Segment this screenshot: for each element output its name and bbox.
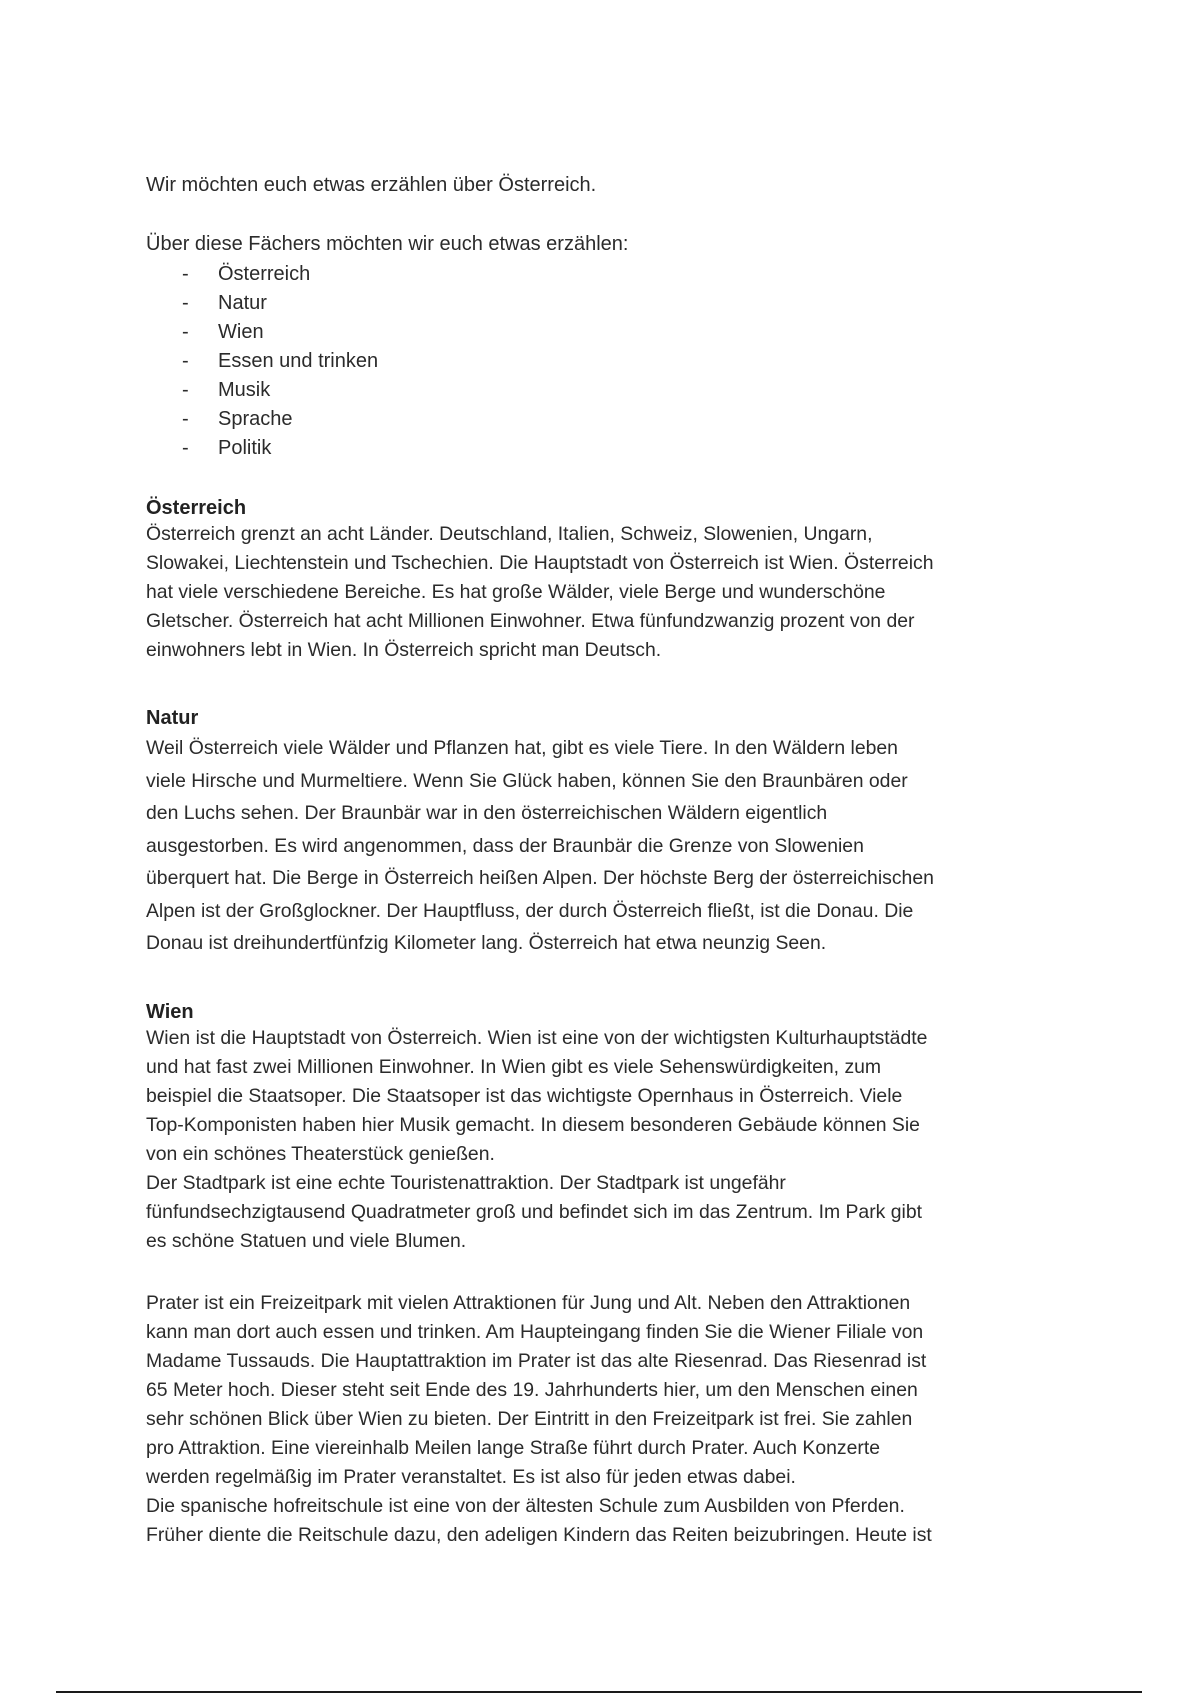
- list-bullet: -: [182, 321, 189, 343]
- topic-label: Essen und trinken: [218, 350, 379, 372]
- text-line: Wien ist die Hauptstadt von Österreich. Wien ist eine von der wichtigsten Kulturhauptstädte: [146, 1027, 928, 1049]
- footer-rule: [56, 1691, 1142, 1693]
- topic-label: Österreich: [218, 263, 311, 285]
- text-line: Madame Tussauds. Die Hauptattraktion im Prater ist das alte Riesenrad. Das Riesenrad ist: [146, 1350, 927, 1372]
- list-bullet: -: [182, 263, 189, 285]
- section-oesterreich: [146, 496, 1066, 665]
- text-line: kann man dort auch essen und trinken. Am Haupteingang finden Sie die Wiener Filiale von: [146, 1321, 924, 1343]
- text-line: 65 Meter hoch. Dieser steht seit Ende des 19. Jahrhunderts hier, um den Menschen einen: [146, 1379, 918, 1401]
- section-paragraph: [146, 520, 1066, 665]
- section-paragraph: [146, 1289, 1066, 1550]
- list-bullet: -: [182, 292, 189, 314]
- text-line: sehr schönen Blick über Wien zu bieten. Der Eintritt in den Freizeitpark ist frei. Sie zahlen: [146, 1408, 913, 1430]
- text-line: Weil Österreich viele Wälder und Pflanzen hat, gibt es viele Tiere. In den Wäldern leben: [146, 737, 898, 759]
- text-line: von ein schönes Theaterstück genießen.: [146, 1143, 495, 1165]
- topic-label: Sprache: [218, 408, 293, 430]
- list-bullet: -: [182, 350, 189, 372]
- text-line: Der Stadtpark ist eine echte Touristenattraktion. Der Stadtpark ist ungefähr: [146, 1172, 786, 1194]
- text-line: Alpen ist der Großglockner. Der Hauptfluss, der durch Österreich fließt, ist die Donau. Die: [146, 899, 914, 922]
- section-natur: [146, 706, 1066, 960]
- text-line: beispiel die Staatsoper. Die Staatsoper ist das wichtigste Opernhaus in Österreich. Viele: [146, 1085, 903, 1107]
- text-line: Österreich grenzt an acht Länder. Deutschland, Italien, Schweiz, Slowenien, Ungarn,: [146, 523, 873, 545]
- text-line: Donau ist dreihundertfünfzig Kilometer lang. Österreich hat etwa neunzig Seen.: [146, 932, 827, 954]
- text-line: einwohners lebt in Wien. In Österreich spricht man Deutsch.: [146, 639, 662, 661]
- topic-label: Politik: [218, 437, 272, 459]
- section-prater: [146, 1289, 1066, 1550]
- topics-lead: Über diese Fächers möchten wir euch etwas erzählen:: [146, 233, 629, 255]
- topic-label: Natur: [218, 292, 267, 314]
- list-bullet: -: [182, 437, 189, 459]
- text-line: pro Attraktion. Eine viereinhalb Meilen lange Straße führt durch Prater. Auch Konzerte: [146, 1437, 881, 1459]
- section-paragraph: [146, 732, 1066, 960]
- section-heading: Wien: [146, 1001, 194, 1023]
- text-line: ausgestorben. Es wird angenommen, dass der Braunbär die Grenze von Slowenien: [146, 834, 864, 857]
- list-bullet: -: [182, 379, 189, 401]
- text-line: Die spanische hofreitschule ist eine von der ältesten Schule zum Ausbilden von Pferden.: [146, 1495, 905, 1517]
- text-line: den Luchs sehen. Der Braunbär war in den österreichischen Wäldern eigentlich: [146, 802, 828, 824]
- text-line: Top-Komponisten haben hier Musik gemacht. In diesem besonderen Gebäude können Sie: [146, 1114, 920, 1136]
- section-paragraph: [146, 1024, 1066, 1256]
- section-wien: [146, 1000, 1066, 1256]
- text-line: fünfundsechzigtausend Quadratmeter groß und befindet sich im das Zentrum. Im Park gibt: [146, 1201, 923, 1223]
- text-line: Slowakei, Liechtenstein und Tschechien. Die Hauptstadt von Österreich ist Wien. Österreich: [146, 552, 934, 574]
- topic-label: Musik: [218, 379, 271, 401]
- section-heading: Österreich: [146, 497, 247, 519]
- intro-sentence: Wir möchten euch etwas erzählen über Österreich.: [146, 174, 597, 196]
- text-line: es schöne Statuen und viele Blumen.: [146, 1230, 467, 1252]
- text-line: Gletscher. Österreich hat acht Millionen Einwohner. Etwa fünfundzwanzig prozent von der: [146, 610, 915, 632]
- text-line: hat viele verschiedene Bereiche. Es hat große Wälder, viele Berge und wunderschöne: [146, 581, 886, 603]
- list-bullet: -: [182, 408, 189, 430]
- text-line: viele Hirsche und Murmeltiere. Wenn Sie Glück haben, können Sie den Braunbären oder: [146, 769, 908, 792]
- text-line: überquert hat. Die Berge in Österreich heißen Alpen. Der höchste Berg der österreichischen: [146, 867, 934, 889]
- topic-label: Wien: [218, 321, 264, 343]
- text-line: und hat fast zwei Millionen Einwohner. In Wien gibt es viele Sehenswürdigkeiten, zum: [146, 1056, 882, 1078]
- text-line: werden regelmäßig im Prater veranstaltet. Es ist also für jeden etwas dabei.: [146, 1466, 796, 1488]
- text-line: Früher diente die Reitschule dazu, den adeligen Kindern das Reiten beizubringen. Heute ist: [146, 1524, 932, 1546]
- text-line: Prater ist ein Freizeitpark mit vielen Attraktionen für Jung und Alt. Neben den Attraktionen: [146, 1292, 911, 1314]
- section-heading: Natur: [146, 707, 199, 729]
